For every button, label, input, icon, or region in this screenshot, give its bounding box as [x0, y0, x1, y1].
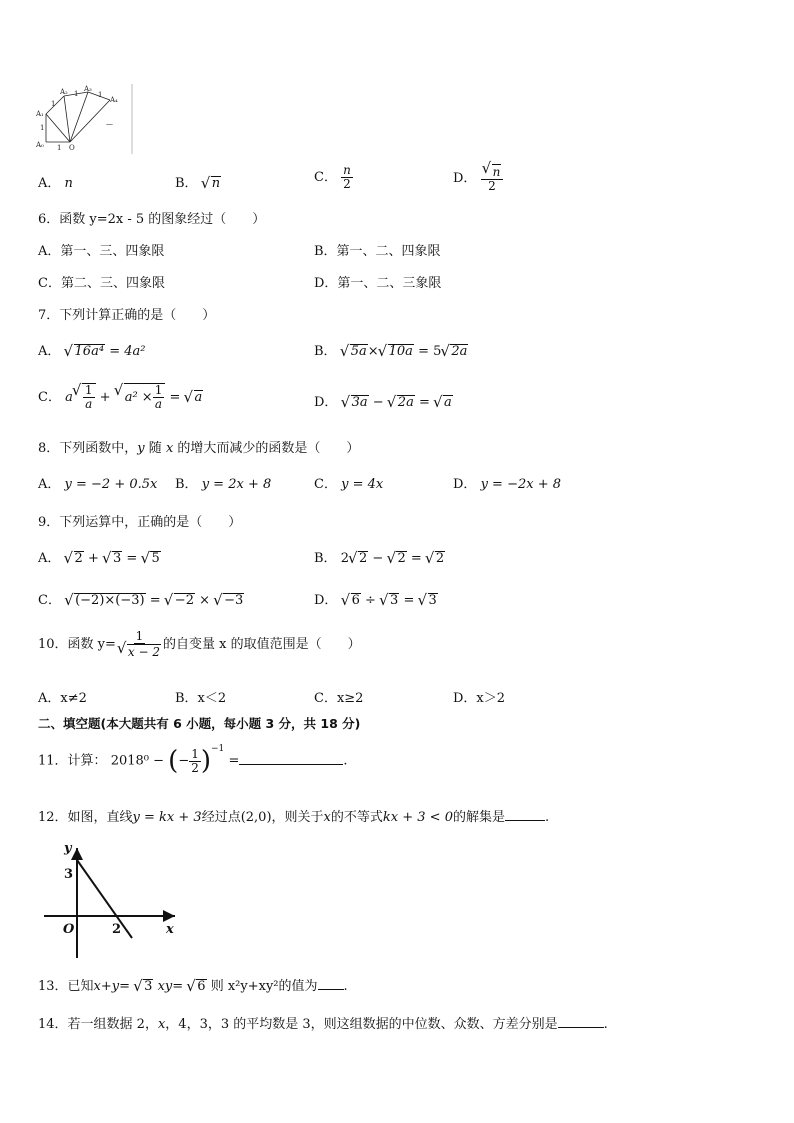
a4-label: A₄: [110, 96, 118, 104]
x-intercept-label: 2: [112, 922, 122, 937]
q7-option-b: B． √ 5a×√ 10a = 5√ 2a: [314, 340, 468, 359]
y-intercept-label: 3: [64, 867, 74, 882]
side-label: 1: [40, 124, 45, 132]
x-axis-label: x: [166, 922, 174, 937]
q8-stem: 8．下列函数中，y 随 x 的增大而减少的函数是（ ）: [38, 441, 360, 456]
q10-option-a: A．x≠2: [38, 691, 87, 706]
q14: 14．若一组数据 2，x，4，3，3 的平均数是 3，则这组数据的中位数、众数、方差分别是 .: [38, 1017, 608, 1032]
line-graph-figure: [40, 840, 185, 962]
q9-stem: 9．下列运算中，正确的是（ ）: [38, 515, 242, 530]
q9-option-d: D． √ 6 ÷ √ 3 = √ 3: [314, 589, 438, 608]
q5-option-a: A． n: [38, 176, 73, 191]
side-label: 1: [98, 91, 103, 99]
q9-option-b: B． 2√ 2 − √ 2 = √ 2: [314, 547, 445, 566]
q5-option-c: C． $\frac{n}{2}$: [314, 163, 351, 191]
q6-option-b: B．第一、二、四象限: [314, 244, 441, 259]
q9-option-a: A． √ 2 + √ 3 = √ 5: [38, 547, 161, 566]
answer-blank[interactable]: [239, 764, 343, 765]
q6-option-c: C．第二、三、四象限: [38, 276, 165, 291]
q7-option-a: A． √ 16a⁴ = 4a²: [38, 340, 145, 359]
q8-option-c: C． y = 4x: [314, 477, 384, 492]
side-label: 1: [57, 144, 62, 152]
y-axis-label: y: [64, 841, 72, 856]
answer-blank[interactable]: [318, 989, 344, 990]
q6-stem: 6．函数 y=2x - 5 的图象经过（ ）: [38, 212, 266, 227]
q7-option-c: C． a √ $\frac{1}{a}$ + √ a² × $\frac{1}{a}$ = √ a: [38, 383, 203, 411]
answer-blank[interactable]: [505, 820, 545, 821]
q10-option-c: C．x≥2: [314, 691, 364, 706]
q13: 13．已知x+y= √ 3 xy= √ 6 则 x²y+xy²的值为 .: [38, 975, 348, 994]
q5-option-d: D． √ $\frac{n}{2}$: [453, 164, 503, 193]
a1-label: A₁: [36, 110, 44, 118]
spiral-triangle-figure: [36, 84, 136, 158]
q6-option-a: A．第一、三、四象限: [38, 244, 165, 259]
a2-label: A₂: [60, 88, 68, 96]
answer-blank[interactable]: [558, 1027, 604, 1028]
q12: 12．如图，直线y = kx + 3经过点(2,0)，则关于x的不等式kx + 3 < 0的解集是 .: [38, 810, 550, 825]
q10-option-d: D．x＞2: [453, 691, 506, 706]
q7-stem: 7．下列计算正确的是（ ）: [38, 308, 216, 323]
q8-option-b: B． y = 2x + 8: [175, 477, 272, 492]
a3-label: A₃: [84, 85, 92, 93]
dash-label: —: [106, 120, 113, 128]
a0-label: A₀: [36, 141, 44, 149]
o-label: O: [69, 144, 75, 152]
q7-option-d: D． √ 3a − √ 2a = √ a: [314, 391, 453, 410]
side-label: 1: [51, 100, 56, 108]
q9-option-c: C． √ (−2)×(−3) = √ −2 × √ −3: [38, 589, 244, 608]
q10-stem: 10．函数 y= 1 √ x − 2 的自变量 x 的取值范围是（ ）: [38, 630, 361, 659]
q11: 11．计算： 2018⁰ − (− $\frac{1}{2}$ )$^{-1}$ = .: [38, 744, 348, 776]
q10-option-b: B．x＜2: [175, 691, 227, 706]
origin-label: O: [63, 922, 75, 937]
q8-option-a: A． y = −2 + 0.5x: [38, 477, 158, 492]
q6-option-d: D．第一、二、三象限: [314, 276, 442, 291]
section-heading: 二、填空题(本大题共有 6 小题，每小题 3 分，共 18 分): [38, 716, 361, 731]
side-label: 1: [74, 90, 79, 98]
q5-option-b: B． √ n: [175, 172, 221, 191]
q8-option-d: D． y = −2x + 8: [453, 477, 562, 492]
